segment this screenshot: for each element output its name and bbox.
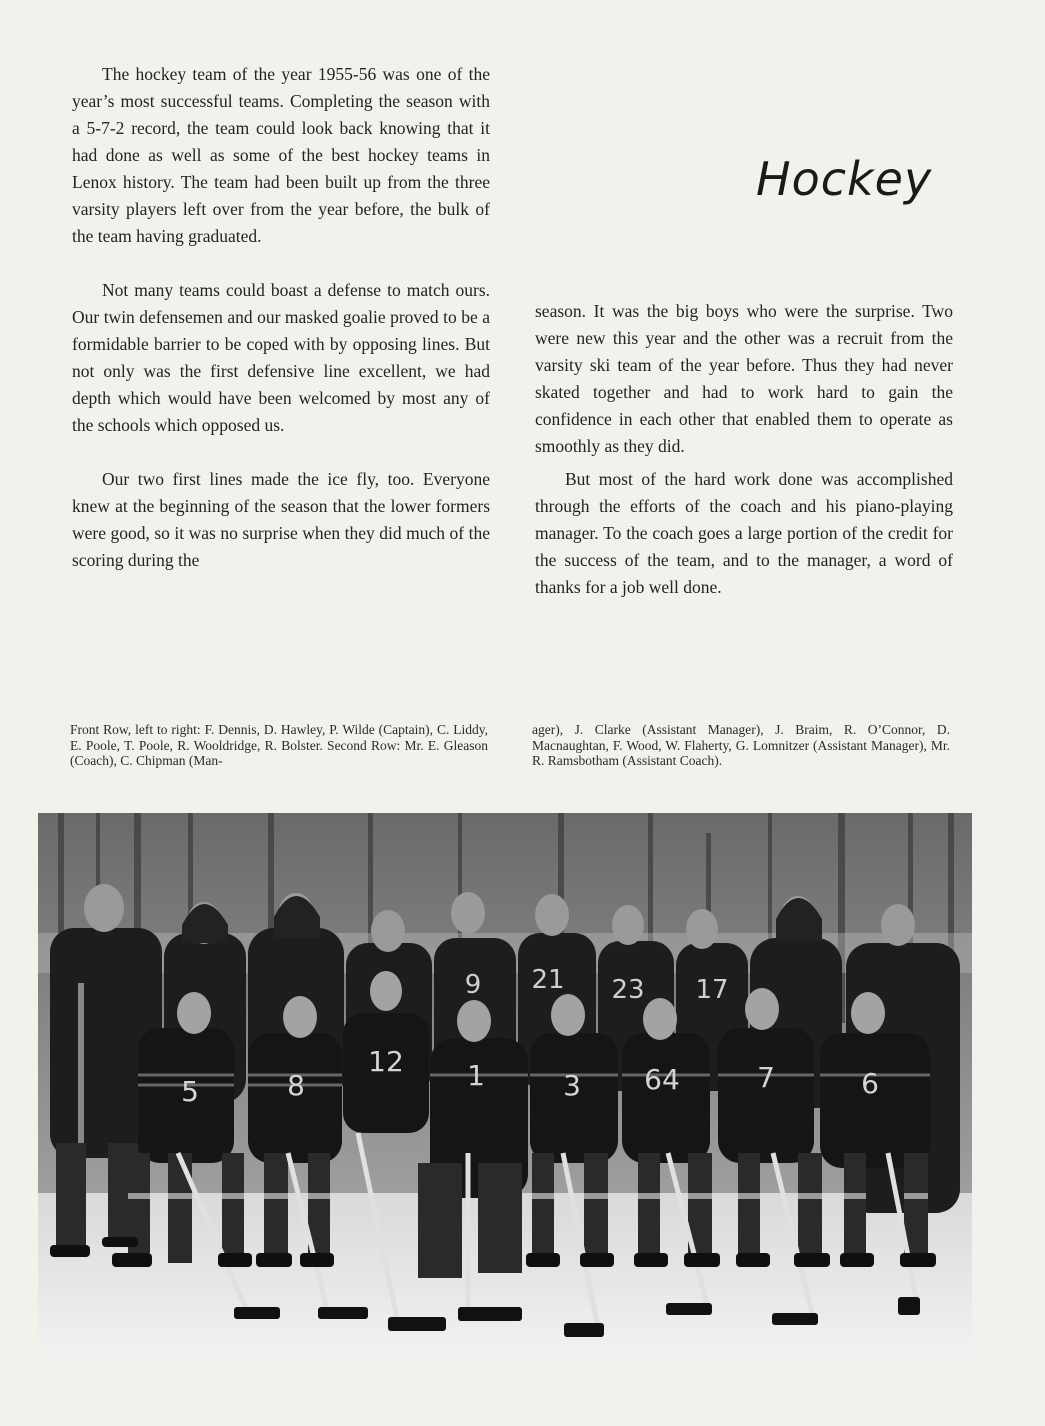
- photo-caption-left: Front Row, left to right: F. Dennis, D. Hawley, P. Wilde (Captain), C. Liddy, E. Poole, T. Poole, R. Wooldridge, R. Bolster. Second Row: Mr. E. Gleason (Coach), C. Chipman (Man-: [70, 722, 488, 768]
- paragraph-coach-manager: But most of the hard work done was accomplished through the efforts of the coach and his piano-playing manager. To the coach goes a large portion of the credit for the success of the team, and to the manager, a word of thanks for a job well done.: [535, 469, 953, 597]
- paragraph-big-boys: season. It was the big boys who were the surprise. Two were new this year and the other was a recruit from the varsity ski team of the year before. Thus they had never skated together and had to work hard to gain the confidence in each other that enabled them to operate as smoothly as they did.: [535, 301, 953, 456]
- jersey-number: 7: [757, 1061, 775, 1094]
- paragraph-defense: Not many teams could boast a defense to match ours. Our twin defensemen and our masked goalie proved to be a formidable barrier to be coped with by opposing lines. But not only was the first defensive line excellent, we had depth which would have been welcomed by most any of the schools which opposed us.: [72, 280, 490, 435]
- paragraph-season-summary: The hockey team of the year 1955-56 was one of the year’s most successful teams. Completing the season with a 5-7-2 record, the team could look back knowing that it had done as well as some of the best hockey teams in Lenox history. The team had been built up from the three varsity players left over from the year before, the bulk of the team having graduated.: [72, 64, 490, 246]
- jersey-number: 64: [644, 1063, 680, 1096]
- jersey-number: 17: [695, 975, 729, 1005]
- jersey-number: 5: [181, 1075, 199, 1108]
- jersey-number: 9: [464, 970, 482, 1000]
- jersey-number: 21: [531, 965, 565, 995]
- paragraph-first-lines: Our two first lines made the ice fly, too. Everyone knew at the beginning of the season that the lower formers were good, so it was no surprise when they did much of the scoring during the: [72, 469, 490, 570]
- jersey-number: 8: [287, 1069, 305, 1102]
- jersey-number: 12: [368, 1045, 404, 1078]
- body-column-left: [72, 61, 490, 574]
- jersey-number: 6: [861, 1067, 879, 1100]
- jersey-number: 3: [563, 1069, 581, 1102]
- page-title: Hockey: [756, 152, 933, 206]
- team-photo: [38, 813, 972, 1358]
- body-column-right: [535, 298, 953, 601]
- photo-caption-right: ager), J. Clarke (Assistant Manager), J. Braim, R. O’Connor, D. Macnaughtan, F. Wood, W. Flaherty, G. Lomnitzer (Assistant Manager), Mr. R. Ramsbotham (Assistant Coach).: [532, 722, 950, 768]
- jersey-number: 23: [611, 975, 645, 1005]
- coach-jacket-detail: [78, 983, 84, 1143]
- jersey-number: 1: [467, 1059, 485, 1092]
